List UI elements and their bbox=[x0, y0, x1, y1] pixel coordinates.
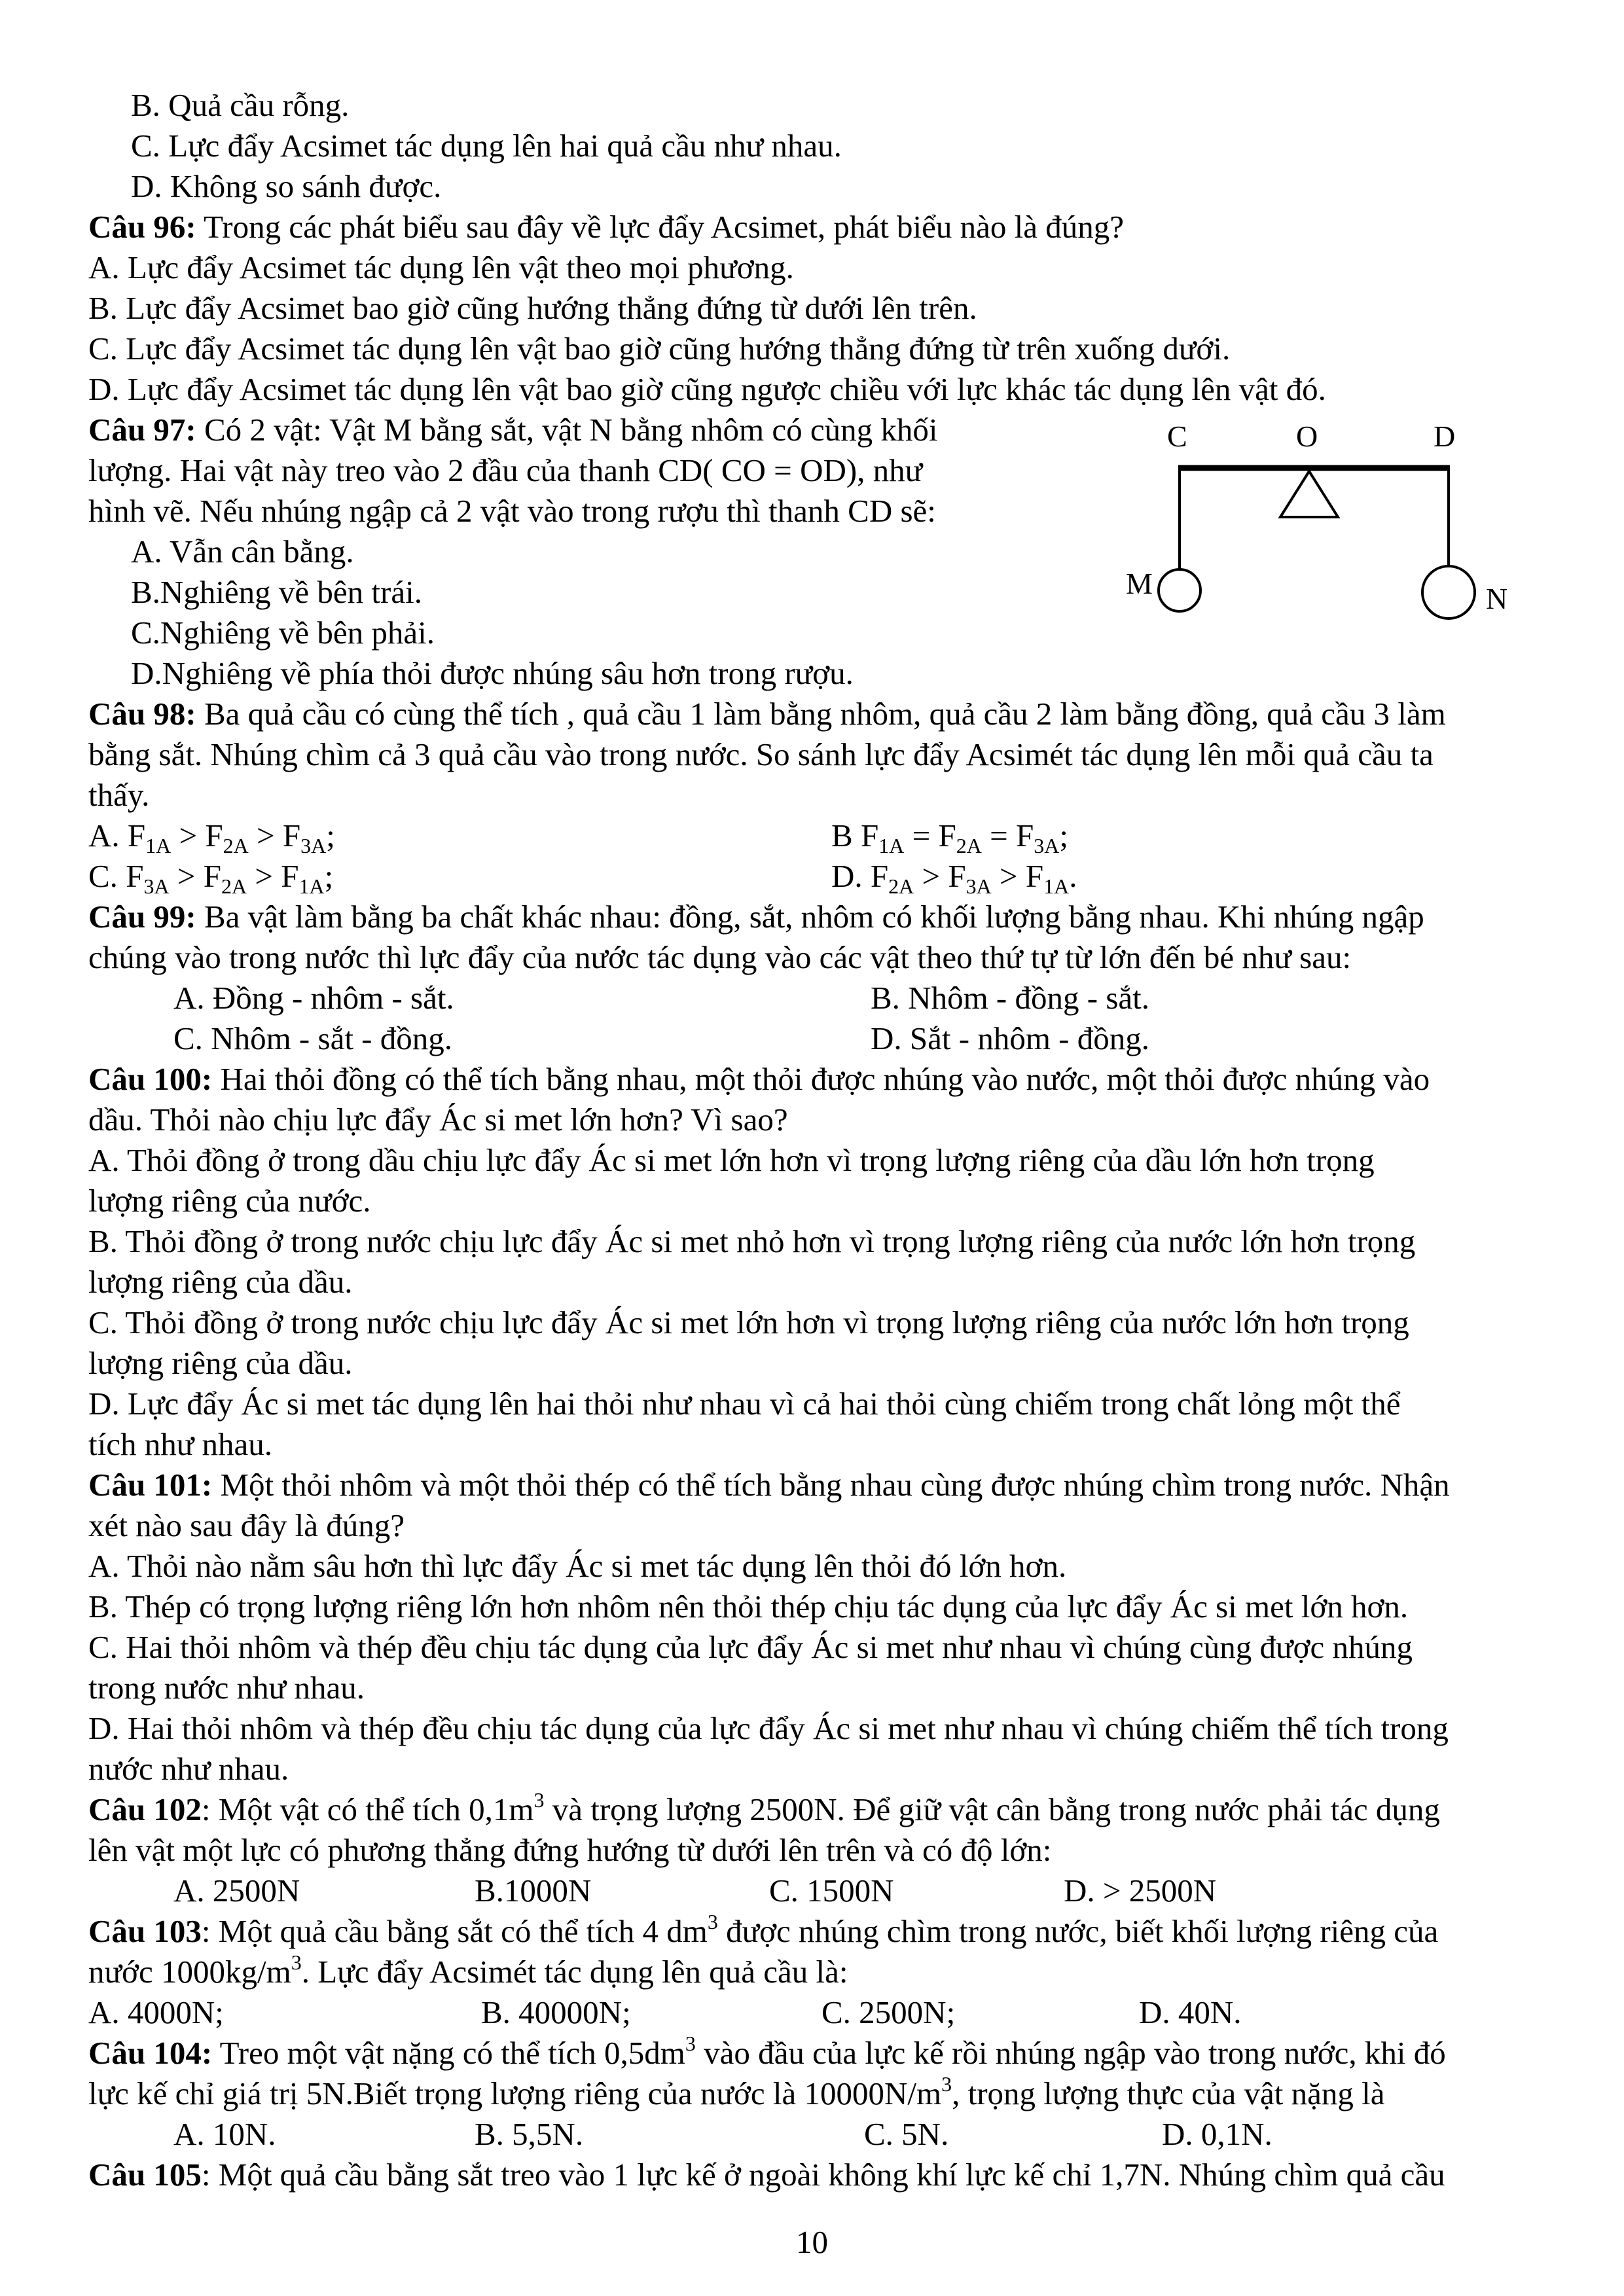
q103-option-d: D. 40N. bbox=[1139, 1994, 1242, 2030]
q97-stem-line-3: hình vẽ. Nếu nhúng ngập cả 2 vật vào trong rượu thì thanh CD sẽ: bbox=[88, 493, 936, 529]
q100-label: Câu 100: bbox=[88, 1061, 213, 1097]
q99-stem: Câu 99: Ba vật làm bằng ba chất khác nhau: đồng, sắt, nhôm có khối lượng bằng nhau. Khi nhúng ngập bbox=[88, 899, 1424, 935]
q96-label: Câu 96: bbox=[88, 209, 196, 245]
q97-option-c: C.Nghiêng về bên phải. bbox=[131, 615, 435, 651]
q103-option-a: A. 4000N; bbox=[88, 1994, 224, 2030]
q101-line-2: xét nào sau đây là đúng? bbox=[88, 1507, 405, 1543]
label-m: M bbox=[1126, 567, 1153, 600]
q102-option-c: C. 1500N bbox=[769, 1873, 894, 1909]
q101-option-b: B. Thép có trọng lượng riêng lớn hơn nhôm nên thỏi thép chịu tác dụng của lực đẩy Ác si met lớn hơn. bbox=[88, 1588, 1409, 1624]
q103-label: Câu 103 bbox=[88, 1913, 202, 1949]
q96-option-c: C. Lực đẩy Acsimet tác dụng lên vật bao giờ cũng hướng thẳng đứng từ trên xuống dưới. bbox=[88, 331, 1231, 367]
q101-option-d: D. Hai thỏi nhôm và thép đều chịu tác dụng của lực đẩy Ác si met như nhau vì chúng chiếm thể tích trong bbox=[88, 1710, 1449, 1746]
q98-stem: Câu 98: Ba quả cầu có cùng thể tích , quả cầu 1 làm bằng nhôm, quả cầu 2 làm bằng đồng, quả cầu 3 làm bbox=[88, 696, 1446, 732]
q96-option-a: A. Lực đẩy Acsimet tác dụng lên vật theo mọi phương. bbox=[88, 249, 794, 285]
q103-option-c: C. 2500N; bbox=[821, 1994, 956, 2030]
q96-option-b: B. Lực đẩy Acsimet bao giờ cũng hướng thẳng đứng từ dưới lên trên. bbox=[88, 290, 977, 326]
q101-option-c-cont: trong nước như nhau. bbox=[88, 1670, 365, 1706]
q97-stem: Câu 97: Có 2 vật: Vật M bằng sắt, vật N bằng nhôm có cùng khối bbox=[88, 412, 938, 448]
q95-option-b: B. Quả cầu rỗng. bbox=[131, 87, 350, 123]
q95-option-c: C. Lực đẩy Acsimet tác dụng lên hai quả cầu như nhau. bbox=[131, 128, 842, 164]
q100-option-a: A. Thỏi đồng ở trong dầu chịu lực đẩy Ác si met lớn hơn vì trọng lượng riêng của dầu lớn hơn trọng bbox=[88, 1142, 1375, 1178]
object-m bbox=[1159, 569, 1200, 611]
q98-label: Câu 98: bbox=[88, 696, 196, 732]
q104-option-a: A. 10N. bbox=[173, 2116, 276, 2152]
q100-option-d: D. Lực đẩy Ác si met tác dụng lên hai thỏi như nhau vì cả hai thỏi cùng chiếm trong chất lỏng một thể bbox=[88, 1386, 1401, 1422]
q100-option-a-cont: lượng riêng của nước. bbox=[88, 1183, 371, 1219]
q100-option-d-cont: tích như nhau. bbox=[88, 1426, 273, 1462]
q102-stem: Câu 102: Một vật có thể tích $0,1m^3$ và trọng lượng 2500N. Để giữ vật cân bằng trong nước phải tác dụng bbox=[88, 1788, 1440, 1827]
q101-stem: Câu 101: Một thỏi nhôm và một thỏi thép có thể tích bằng nhau cùng được nhúng chìm trong nước. Nhận bbox=[88, 1467, 1450, 1503]
q97-option-a: A. Vẫn cân bằng. bbox=[131, 533, 354, 569]
q99-option-a: A. Đồng - nhôm - sắt. bbox=[173, 980, 454, 1016]
fulcrum-triangle bbox=[1280, 471, 1338, 517]
q100-option-b: B. Thỏi đồng ở trong nước chịu lực đẩy Ác si met nhỏ hơn vì trọng lượng riêng của nước lớn hơn trọng bbox=[88, 1223, 1416, 1259]
q99-label: Câu 99: bbox=[88, 899, 196, 935]
q104-stem-line-2: lực kế chỉ giá trị 5N.Biết trọng lượng riêng của nước là $10000N/m^3$, trọng lượng thực của vật nặng là bbox=[88, 2072, 1385, 2111]
q99-option-b: B. Nhôm - đồng - sắt. bbox=[871, 980, 1149, 1016]
q100-option-b-cont: lượng riêng của dầu. bbox=[88, 1264, 353, 1300]
q100-option-c-cont: lượng riêng của dầu. bbox=[88, 1345, 353, 1381]
q98-stem-line-3: thấy. bbox=[88, 777, 150, 813]
q97-option-b: B.Nghiêng về bên trái. bbox=[131, 574, 422, 610]
object-n bbox=[1422, 566, 1475, 619]
q96-stem: Câu 96: Trong các phát biểu sau đây về lực đẩy Acsimet, phát biểu nào là đúng? bbox=[88, 209, 1124, 245]
q104-option-b: B. 5,5N. bbox=[475, 2116, 584, 2152]
q98-option-d: D. $F_{2A} > F_{3A} > F_{1A}$. bbox=[831, 858, 1077, 898]
label-n: N bbox=[1486, 582, 1508, 615]
q102-stem-line-2: lên vật một lực có phương thẳng đứng hướng từ dưới lên trên và có độ lớn: bbox=[88, 1832, 1052, 1868]
label-o: O bbox=[1296, 420, 1318, 453]
q97-stem-line-2: lượng. Hai vật này treo vào 2 đầu của thanh CD( CO = OD), như bbox=[88, 452, 923, 488]
q98-option-b: B $F_{1A} = F_{2A} = F_{3A}$; bbox=[831, 817, 1068, 857]
q99-stem-line-2: chúng vào trong nước thì lực đẩy của nước tác dụng vào các vật theo thứ tự từ lớn đến bé như sau: bbox=[88, 939, 1352, 975]
q97-label: Câu 97: bbox=[88, 412, 196, 448]
q102-option-a: A. 2500N bbox=[173, 1873, 300, 1909]
q95-option-d: D. Không so sánh được. bbox=[131, 168, 442, 204]
label-c: C bbox=[1167, 420, 1187, 453]
q104-stem: Câu 104: Treo một vật nặng có thể tích $0,5dm^3$ vào đầu của lực kế rồi nhúng ngập vào trong nước, khi đó bbox=[88, 2032, 1446, 2071]
q104-label: Câu 104: bbox=[88, 2035, 213, 2071]
q97-option-d: D.Nghiêng về phía thỏi được nhúng sâu hơn trong rượu. bbox=[131, 655, 854, 691]
q103-stem: Câu 103: Một quả cầu bằng sắt có thể tích 4 $dm^3$ được nhúng chìm trong nước, biết khối lượng riêng của bbox=[88, 1910, 1439, 1949]
q105-label: Câu 105 bbox=[88, 2157, 202, 2193]
q98-option-a: A. $F_{1A} > F_{2A} > F_{3A}$; bbox=[88, 817, 335, 857]
page-number: 10 bbox=[796, 2224, 828, 2260]
label-d: D bbox=[1434, 420, 1456, 453]
q102-option-b: B.1000N bbox=[475, 1873, 592, 1909]
q98-option-c: C. $F_{3A} > F_{2A} > F_{1A}$; bbox=[88, 858, 334, 898]
q102-label: Câu 102 bbox=[88, 1791, 202, 1827]
q103-stem-line-2: nước $1000kg/m^3$. Lực đẩy Acsimét tác dụng lên quả cầu là: bbox=[88, 1950, 848, 1990]
q103-option-b: B. 40000N; bbox=[481, 1994, 631, 2030]
q100-line-2: dầu. Thỏi nào chịu lực đẩy Ác si met lớn hơn? Vì sao? bbox=[88, 1102, 788, 1138]
q101-label: Câu 101: bbox=[88, 1467, 213, 1503]
q98-stem-line-2: bằng sắt. Nhúng chìm cả 3 quả cầu vào trong nước. So sánh lực đẩy Acsimét tác dụng lên mỗi quả cầu ta bbox=[88, 736, 1434, 772]
q99-option-c: C. Nhôm - sắt - đồng. bbox=[173, 1020, 452, 1056]
q100-option-c: C. Thỏi đồng ở trong nước chịu lực đẩy Ác si met lớn hơn vì trọng lượng riêng của nước lớn hơn trọng bbox=[88, 1304, 1409, 1340]
q96-option-d: D. Lực đẩy Acsimet tác dụng lên vật bao giờ cũng ngược chiều với lực khác tác dụng lên vật đó. bbox=[88, 371, 1326, 407]
q102-option-d: D. > 2500N bbox=[1064, 1873, 1217, 1909]
q104-option-d: D. 0,1N. bbox=[1162, 2116, 1272, 2152]
q100-stem: Câu 100: Hai thỏi đồng có thể tích bằng nhau, một thỏi được nhúng vào nước, một thỏi được nhúng vào bbox=[88, 1061, 1430, 1097]
q101-option-a: A. Thỏi nào nằm sâu hơn thì lực đẩy Ác si met tác dụng lên thỏi đó lớn hơn. bbox=[88, 1548, 1067, 1584]
q104-option-c: C. 5N. bbox=[864, 2116, 949, 2152]
q99-option-d: D. Sắt - nhôm - đồng. bbox=[871, 1020, 1149, 1056]
lever-diagram bbox=[1087, 419, 1519, 628]
q101-option-c: C. Hai thỏi nhôm và thép đều chịu tác dụng của lực đẩy Ác si met như nhau vì chúng cùng được nhúng bbox=[88, 1629, 1413, 1665]
q101-option-d-cont: nước như nhau. bbox=[88, 1751, 289, 1787]
q105-stem: Câu 105: Một quả cầu bằng sắt treo vào 1 lực kế ở ngoài không khí lực kế chỉ 1,7N. Nhúng chìm quả cầu bbox=[88, 2157, 1445, 2193]
